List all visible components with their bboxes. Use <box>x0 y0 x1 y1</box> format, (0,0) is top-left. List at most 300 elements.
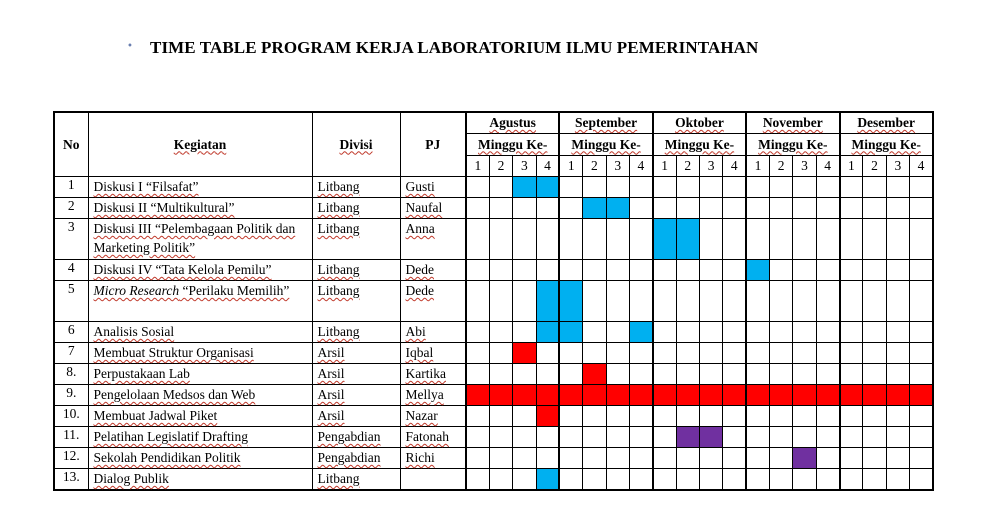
schedule-cell <box>723 448 746 469</box>
kegiatan-text: Diskusi II “Multikultural” <box>93 200 235 215</box>
pj-cell <box>400 219 466 260</box>
schedule-cell-filled <box>793 385 816 406</box>
schedule-cell <box>793 198 816 219</box>
pj-text: Mellya <box>405 387 444 402</box>
pj-cell <box>400 260 466 281</box>
row-number: 1 <box>54 177 88 198</box>
schedule-cell <box>559 219 582 260</box>
schedule-cell-filled <box>676 219 699 260</box>
pj-cell <box>400 469 466 491</box>
schedule-cell <box>793 343 816 364</box>
schedule-cell <box>910 469 933 491</box>
schedule-cell <box>910 281 933 322</box>
schedule-cell <box>629 448 652 469</box>
schedule-cell <box>723 281 746 322</box>
table-row <box>54 322 933 343</box>
schedule-cell <box>910 427 933 448</box>
schedule-cell <box>466 448 489 469</box>
schedule-cell <box>816 219 839 260</box>
divisi-cell <box>312 364 400 385</box>
schedule-cell <box>489 448 512 469</box>
schedule-cell-filled <box>606 385 629 406</box>
schedule-cell <box>863 448 886 469</box>
week-number: 1 <box>653 156 676 177</box>
schedule-cell <box>793 219 816 260</box>
pj-text: Richi <box>405 450 435 465</box>
schedule-cell-filled <box>606 198 629 219</box>
schedule-cell <box>769 260 792 281</box>
schedule-cell <box>723 469 746 491</box>
pj-cell <box>400 322 466 343</box>
schedule-cell <box>746 406 769 427</box>
schedule-cell-filled <box>746 385 769 406</box>
schedule-cell <box>910 448 933 469</box>
schedule-cell <box>840 281 863 322</box>
schedule-cell-filled <box>513 177 536 198</box>
minggu-header: Minggu Ke- <box>746 134 839 156</box>
schedule-cell-filled <box>863 385 886 406</box>
schedule-cell <box>466 427 489 448</box>
schedule-cell <box>606 343 629 364</box>
schedule-cell <box>816 177 839 198</box>
schedule-cell <box>793 469 816 491</box>
row-number: 4 <box>54 260 88 281</box>
schedule-cell <box>863 343 886 364</box>
schedule-cell <box>676 281 699 322</box>
week-number: 4 <box>910 156 933 177</box>
minggu-header: Minggu Ke- <box>466 134 559 156</box>
schedule-cell <box>886 427 909 448</box>
month-header: Desember <box>840 112 933 134</box>
kegiatan-cell <box>88 260 312 281</box>
schedule-cell <box>910 322 933 343</box>
schedule-cell <box>466 281 489 322</box>
kegiatan-text: Analisis Sosial <box>93 324 175 339</box>
schedule-cell <box>676 177 699 198</box>
schedule-cell <box>723 427 746 448</box>
schedule-cell <box>816 406 839 427</box>
row-number: 13. <box>54 469 88 491</box>
schedule-cell <box>489 281 512 322</box>
schedule-cell <box>583 343 606 364</box>
divisi-text: Pengabdian <box>317 450 381 465</box>
schedule-cell <box>513 260 536 281</box>
schedule-cell <box>863 406 886 427</box>
schedule-cell <box>886 448 909 469</box>
minggu-header: Minggu Ke- <box>559 134 652 156</box>
schedule-cell <box>769 343 792 364</box>
table-row <box>54 177 933 198</box>
schedule-cell <box>489 260 512 281</box>
schedule-cell <box>840 448 863 469</box>
schedule-cell <box>886 198 909 219</box>
divisi-cell <box>312 406 400 427</box>
schedule-cell <box>466 177 489 198</box>
schedule-cell <box>723 177 746 198</box>
schedule-cell <box>536 427 559 448</box>
schedule-cell <box>489 322 512 343</box>
pj-text: Kartika <box>405 366 446 381</box>
divisi-text: Litbang <box>317 283 360 298</box>
schedule-cell <box>489 469 512 491</box>
schedule-cell <box>629 260 652 281</box>
schedule-cell-filled <box>886 385 909 406</box>
schedule-cell <box>489 364 512 385</box>
pj-text: Dede <box>405 262 434 277</box>
kegiatan-text: Membuat Jadwal Piket <box>93 408 218 423</box>
schedule-cell <box>536 219 559 260</box>
schedule-cell-filled <box>513 343 536 364</box>
schedule-cell <box>886 343 909 364</box>
row-number: 12. <box>54 448 88 469</box>
week-number: 1 <box>466 156 489 177</box>
schedule-cell <box>699 177 722 198</box>
divisi-text: Litbang <box>317 221 360 236</box>
schedule-cell <box>559 448 582 469</box>
pj-cell <box>400 406 466 427</box>
schedule-cell <box>559 198 582 219</box>
schedule-cell <box>629 469 652 491</box>
schedule-cell <box>466 260 489 281</box>
schedule-cell <box>559 260 582 281</box>
schedule-cell <box>886 469 909 491</box>
divisi-cell <box>312 219 400 260</box>
pj-text: Fatonah <box>405 429 449 444</box>
table-row <box>54 281 933 322</box>
schedule-cell <box>629 177 652 198</box>
schedule-cell <box>699 406 722 427</box>
kegiatan-cell <box>88 406 312 427</box>
schedule-cell <box>513 198 536 219</box>
kegiatan-text: “Perilaku Memilih” <box>179 283 290 298</box>
pj-cell <box>400 448 466 469</box>
week-number: 1 <box>746 156 769 177</box>
schedule-cell-filled <box>466 385 489 406</box>
schedule-cell <box>793 364 816 385</box>
schedule-cell <box>676 198 699 219</box>
schedule-cell-filled <box>536 322 559 343</box>
divisi-cell <box>312 322 400 343</box>
kegiatan-cell <box>88 281 312 322</box>
schedule-cell <box>513 219 536 260</box>
schedule-cell <box>583 322 606 343</box>
schedule-cell <box>863 322 886 343</box>
month-header: Agustus <box>466 112 559 134</box>
pj-text: Anna <box>405 221 435 236</box>
page-title: TIME TABLE PROGRAM KERJA LABORATORIUM ILMU PEMERINTAHAN <box>150 38 759 57</box>
schedule-cell-filled <box>489 385 512 406</box>
schedule-cell <box>606 281 629 322</box>
kegiatan-cell <box>88 427 312 448</box>
schedule-cell <box>793 427 816 448</box>
schedule-cell <box>489 427 512 448</box>
schedule-cell <box>816 364 839 385</box>
schedule-cell <box>583 177 606 198</box>
schedule-cell <box>840 260 863 281</box>
pj-text: Naufal <box>405 200 443 215</box>
pj-cell <box>400 343 466 364</box>
kegiatan-text: Pengelolaan Medsos dan Web <box>93 387 256 402</box>
divisi-text: Litbang <box>317 179 360 194</box>
divisi-cell <box>312 385 400 406</box>
kegiatan-text: Perpustakaan Lab <box>93 366 190 381</box>
schedule-cell <box>676 322 699 343</box>
schedule-cell <box>466 406 489 427</box>
schedule-cell <box>629 364 652 385</box>
schedule-cell <box>793 281 816 322</box>
table-row <box>54 260 933 281</box>
schedule-cell <box>629 427 652 448</box>
divisi-text: Arsil <box>317 345 345 360</box>
schedule-cell <box>863 219 886 260</box>
schedule-cell <box>793 177 816 198</box>
row-number: 9. <box>54 385 88 406</box>
schedule-cell <box>676 343 699 364</box>
schedule-cell <box>536 343 559 364</box>
header-no: No <box>54 112 88 177</box>
schedule-cell <box>653 322 676 343</box>
schedule-cell <box>513 281 536 322</box>
row-number: 5 <box>54 281 88 322</box>
schedule-cell <box>910 364 933 385</box>
pj-cell <box>400 364 466 385</box>
schedule-cell <box>513 469 536 491</box>
kegiatan-text: Dialog Publik <box>93 471 169 486</box>
schedule-cell <box>536 364 559 385</box>
divisi-cell <box>312 177 400 198</box>
schedule-cell-filled <box>629 322 652 343</box>
kegiatan-text: Pelatihan Legislatif Drafting <box>93 429 248 444</box>
schedule-cell <box>606 469 629 491</box>
schedule-cell <box>746 343 769 364</box>
header-divisi: Divisi <box>312 112 400 177</box>
row-number: 10. <box>54 406 88 427</box>
schedule-cell-filled <box>629 385 652 406</box>
week-number: 2 <box>583 156 606 177</box>
schedule-cell <box>466 364 489 385</box>
schedule-cell <box>816 260 839 281</box>
kegiatan-cell <box>88 198 312 219</box>
row-number: 7 <box>54 343 88 364</box>
schedule-cell <box>863 469 886 491</box>
bullet-icon: • <box>127 41 133 52</box>
schedule-cell-filled <box>653 385 676 406</box>
divisi-text: Litbang <box>317 262 360 277</box>
table-row <box>54 343 933 364</box>
schedule-cell <box>840 469 863 491</box>
schedule-cell <box>676 406 699 427</box>
week-number: 4 <box>629 156 652 177</box>
schedule-cell <box>886 219 909 260</box>
schedule-cell <box>583 260 606 281</box>
schedule-cell <box>629 281 652 322</box>
schedule-cell <box>513 322 536 343</box>
schedule-cell <box>699 198 722 219</box>
schedule-cell <box>559 427 582 448</box>
schedule-cell <box>699 469 722 491</box>
schedule-cell <box>699 343 722 364</box>
week-number: 4 <box>816 156 839 177</box>
week-number: 4 <box>723 156 746 177</box>
schedule-cell <box>653 343 676 364</box>
divisi-text: Litbang <box>317 200 360 215</box>
schedule-cell <box>583 448 606 469</box>
schedule-cell <box>559 364 582 385</box>
schedule-cell <box>559 406 582 427</box>
week-number: 2 <box>489 156 512 177</box>
schedule-cell <box>513 406 536 427</box>
schedule-cell-filled <box>746 260 769 281</box>
week-number: 2 <box>769 156 792 177</box>
schedule-cell-filled <box>559 385 582 406</box>
schedule-cell <box>793 322 816 343</box>
week-number: 3 <box>513 156 536 177</box>
schedule-cell-filled <box>699 427 722 448</box>
schedule-cell <box>536 260 559 281</box>
schedule-cell <box>746 219 769 260</box>
kegiatan-text: Sekolah Pendidikan Politik <box>93 450 241 465</box>
divisi-text: Pengabdian <box>317 429 381 444</box>
schedule-cell <box>769 281 792 322</box>
schedule-cell-filled <box>793 448 816 469</box>
row-number: 2 <box>54 198 88 219</box>
row-number: 3 <box>54 219 88 260</box>
schedule-cell <box>723 198 746 219</box>
kegiatan-text: Membuat Struktur Organisasi <box>93 345 254 360</box>
schedule-cell <box>606 427 629 448</box>
divisi-cell <box>312 469 400 491</box>
schedule-cell-filled <box>676 427 699 448</box>
schedule-cell-filled <box>536 385 559 406</box>
schedule-cell <box>583 469 606 491</box>
schedule-cell-filled <box>583 198 606 219</box>
schedule-cell <box>910 343 933 364</box>
kegiatan-cell <box>88 177 312 198</box>
schedule-cell-filled <box>583 364 606 385</box>
schedule-cell <box>746 177 769 198</box>
week-number: 4 <box>536 156 559 177</box>
schedule-cell <box>723 364 746 385</box>
schedule-cell <box>536 198 559 219</box>
schedule-cell <box>746 322 769 343</box>
schedule-cell <box>863 177 886 198</box>
schedule-cell-filled <box>653 219 676 260</box>
schedule-cell <box>769 322 792 343</box>
divisi-cell <box>312 281 400 322</box>
schedule-cell <box>606 322 629 343</box>
schedule-cell <box>583 406 606 427</box>
schedule-cell <box>723 260 746 281</box>
divisi-text: Litbang <box>317 471 360 486</box>
schedule-cell <box>723 322 746 343</box>
week-number: 3 <box>699 156 722 177</box>
schedule-cell <box>676 260 699 281</box>
schedule-cell <box>629 343 652 364</box>
schedule-cell <box>840 219 863 260</box>
pj-text: Nazar <box>405 408 438 423</box>
schedule-cell-filled <box>559 322 582 343</box>
schedule-cell <box>653 281 676 322</box>
schedule-cell <box>489 198 512 219</box>
schedule-cell <box>629 406 652 427</box>
schedule-cell <box>653 406 676 427</box>
schedule-cell <box>676 364 699 385</box>
schedule-cell <box>606 364 629 385</box>
schedule-cell <box>699 281 722 322</box>
schedule-cell <box>886 364 909 385</box>
schedule-cell <box>840 177 863 198</box>
schedule-cell <box>489 406 512 427</box>
schedule-cell <box>513 427 536 448</box>
schedule-cell <box>816 448 839 469</box>
table-row <box>54 469 933 491</box>
schedule-cell <box>536 448 559 469</box>
schedule-cell <box>840 427 863 448</box>
schedule-cell <box>606 260 629 281</box>
kegiatan-text: Diskusi IV “Tata Kelola Pemilu” <box>93 262 272 277</box>
timetable <box>53 111 934 491</box>
schedule-cell <box>910 177 933 198</box>
schedule-cell <box>489 343 512 364</box>
schedule-cell <box>816 198 839 219</box>
schedule-cell <box>816 281 839 322</box>
week-number: 1 <box>840 156 863 177</box>
row-number: 11. <box>54 427 88 448</box>
schedule-cell-filled <box>513 385 536 406</box>
schedule-cell <box>653 427 676 448</box>
schedule-cell <box>863 364 886 385</box>
schedule-cell <box>606 406 629 427</box>
table-row <box>54 427 933 448</box>
schedule-cell <box>863 427 886 448</box>
schedule-cell <box>769 448 792 469</box>
table-row <box>54 448 933 469</box>
schedule-cell <box>769 177 792 198</box>
schedule-cell-filled <box>676 385 699 406</box>
schedule-cell <box>466 198 489 219</box>
kegiatan-text: Diskusi III “Pelembagaan Politik dan Marketing Politik” <box>93 221 296 255</box>
schedule-cell <box>559 177 582 198</box>
week-number: 3 <box>606 156 629 177</box>
schedule-cell <box>489 177 512 198</box>
schedule-cell <box>769 469 792 491</box>
schedule-cell <box>676 469 699 491</box>
pj-text: Gusti <box>405 179 435 194</box>
schedule-cell <box>886 322 909 343</box>
schedule-cell <box>840 406 863 427</box>
schedule-cell <box>863 260 886 281</box>
schedule-cell <box>746 448 769 469</box>
table-row <box>54 406 933 427</box>
schedule-cell <box>583 219 606 260</box>
pj-cell <box>400 385 466 406</box>
row-number: 8. <box>54 364 88 385</box>
pj-text: Dede <box>405 283 434 298</box>
schedule-cell-filled <box>723 385 746 406</box>
pj-cell <box>400 281 466 322</box>
kegiatan-cell <box>88 322 312 343</box>
schedule-cell-filled <box>536 177 559 198</box>
schedule-cell <box>910 198 933 219</box>
kegiatan-cell <box>88 364 312 385</box>
schedule-cell <box>816 343 839 364</box>
schedule-cell <box>583 281 606 322</box>
divisi-cell <box>312 427 400 448</box>
table-row <box>54 198 933 219</box>
schedule-cell <box>816 427 839 448</box>
kegiatan-cell <box>88 219 312 260</box>
pj-text: Abi <box>405 324 426 339</box>
